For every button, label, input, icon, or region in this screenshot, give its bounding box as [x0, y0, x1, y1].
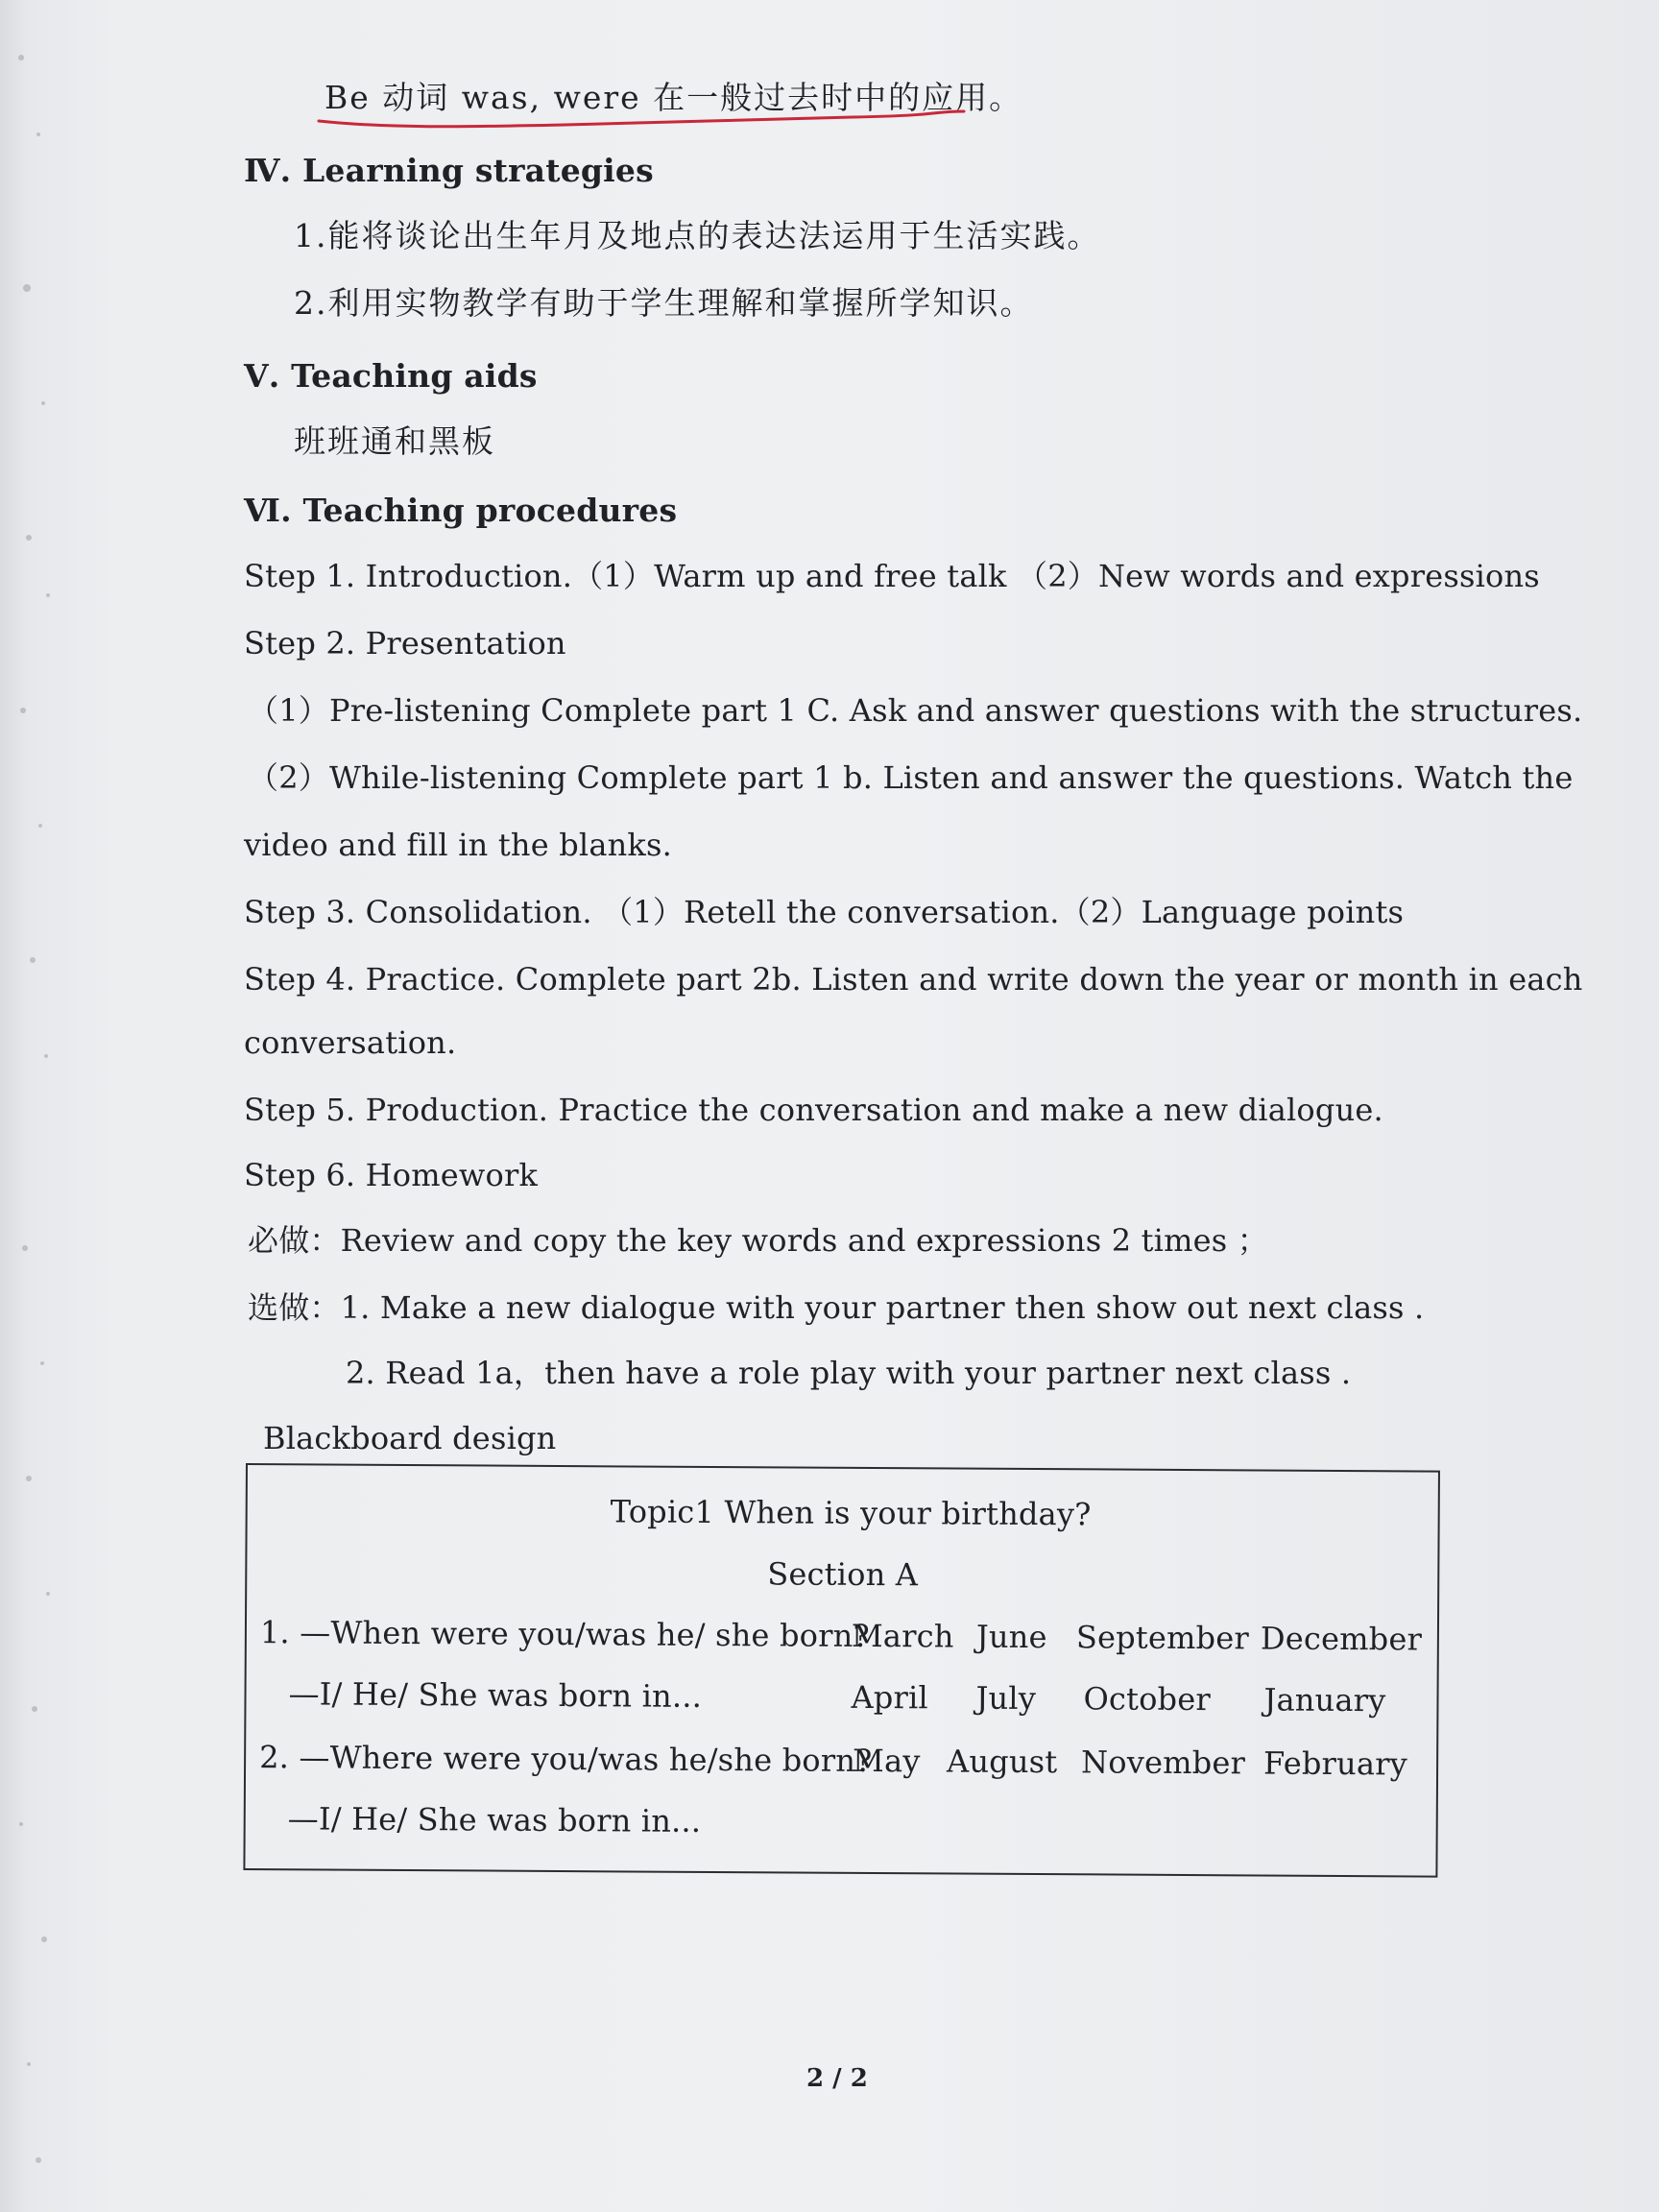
scan-margin-noise: [0, 0, 77, 2212]
step-3-line: Step 3. Consolidation. （1）Retell the conversation.（2）Language points: [244, 894, 1405, 930]
blackboard-title: Topic1 When is your birthday?: [610, 1493, 1092, 1533]
month-december: December: [1260, 1620, 1423, 1658]
page-number: 2 / 2: [806, 2064, 868, 2093]
be-verb-line: Be 动词 was, were 在一般过去时中的应用。: [325, 79, 1023, 116]
month-november: November: [1080, 1743, 1246, 1782]
month-june: June: [975, 1618, 1047, 1656]
step-2-line: Step 2. Presentation: [244, 625, 566, 661]
blackboard-question-2: 2. —Where were you/was he/she born?: [259, 1739, 873, 1779]
month-january: January: [1263, 1681, 1386, 1719]
homework-optional-1: 选做：1. Make a new dialogue with your partner then show out next class .: [248, 1289, 1425, 1326]
blackboard-section: Section A: [767, 1555, 919, 1594]
step-2-while-listening-cont: video and fill in the blanks.: [244, 827, 673, 863]
section-heading-teaching-aids: Ⅴ. Teaching aids: [244, 357, 538, 395]
month-september: September: [1075, 1619, 1250, 1657]
strategy-item-1: 1.能将谈论出生年月及地点的表达法运用于生活实践。: [294, 217, 1101, 254]
blackboard-answer-2: —I/ He/ She was born in...: [287, 1800, 702, 1839]
blackboard-design-label: Blackboard design: [263, 1420, 557, 1456]
month-october: October: [1083, 1680, 1212, 1719]
homework-optional-2: 2. Read 1a，then have a role play with your partner next class .: [346, 1355, 1352, 1391]
step-5-line: Step 5. Production. Practice the conversation and make a new dialogue.: [244, 1092, 1383, 1128]
section-heading-learning-strategies: Ⅳ. Learning strategies: [244, 152, 654, 189]
step-1-line: Step 1. Introduction.（1）Warm up and free talk （2）New words and expressions: [244, 558, 1540, 594]
teaching-aids-item: 班班通和黑板: [294, 422, 495, 460]
red-underline-mark: [315, 108, 968, 136]
month-february: February: [1262, 1744, 1408, 1783]
month-april: April: [851, 1678, 928, 1717]
step-6-line: Step 6. Homework: [244, 1157, 539, 1193]
month-may: May: [853, 1742, 921, 1780]
blackboard-question-1: 1. —When were you/was he/ she born?: [259, 1614, 870, 1654]
step-4-line: Step 4. Practice. Complete part 2b. Listen and write down the year or month in each: [244, 961, 1583, 998]
blackboard-answer-1: —I/ He/ She was born in...: [288, 1675, 703, 1715]
blackboard-design-box: [243, 1463, 1440, 1878]
step-2-while-listening: （2）While-listening Complete part 1 b. Listen and answer the questions. Watch the: [248, 759, 1574, 796]
homework-required: 必做：Review and copy the key words and expressions 2 times ；: [248, 1222, 1268, 1259]
step-4-line-cont: conversation.: [244, 1024, 457, 1061]
month-july: July: [975, 1679, 1037, 1718]
step-2-pre-listening: （1）Pre-listening Complete part 1 C. Ask and answer questions with the structures.: [248, 692, 1583, 729]
section-heading-teaching-procedures: Ⅵ. Teaching procedures: [244, 492, 678, 529]
strategy-item-2: 2.利用实物教学有助于学生理解和掌握所学知识。: [294, 284, 1034, 322]
month-august: August: [947, 1743, 1058, 1781]
month-march: March: [851, 1617, 954, 1655]
